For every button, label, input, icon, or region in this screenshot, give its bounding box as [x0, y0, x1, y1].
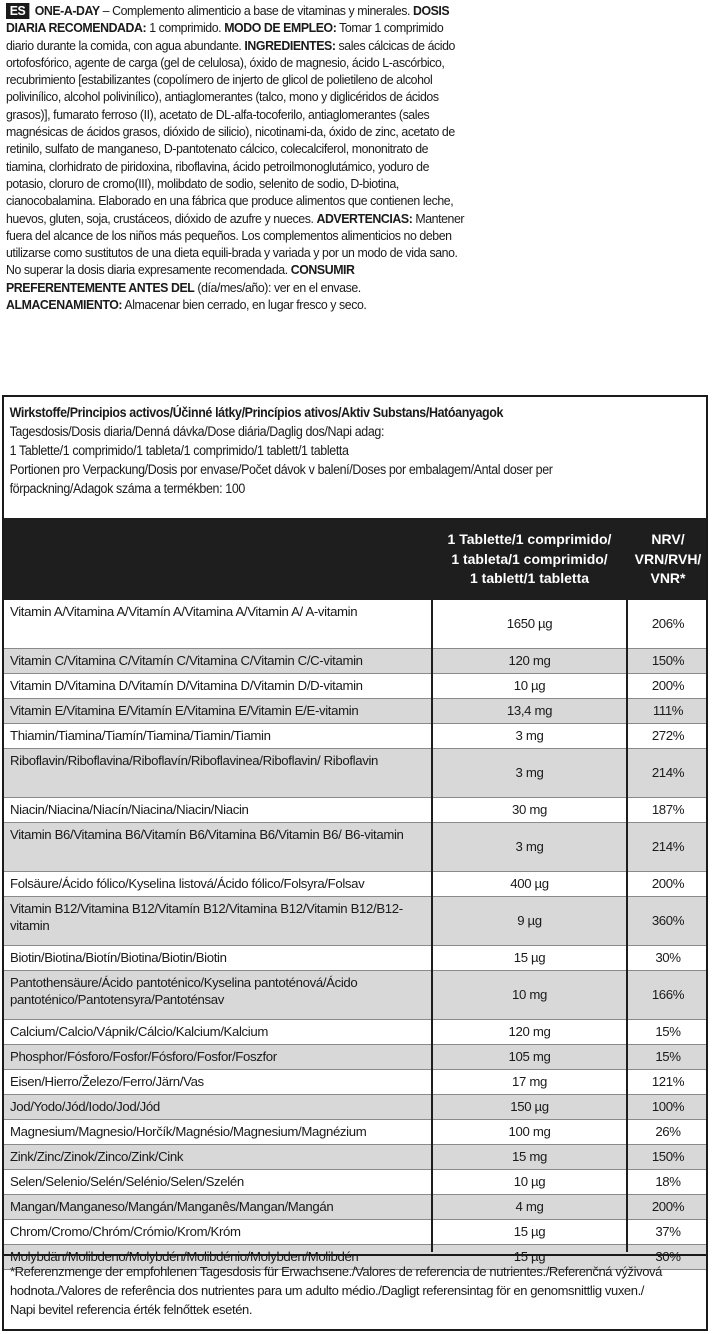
ingredients-label: INGREDIENTES: [244, 37, 336, 53]
nutrient-nrv: 100% [651, 1099, 685, 1114]
table-row [4, 1020, 706, 1045]
daily-dose-line: Tagesdosis/Dosis diaria/Denná dávka/Dose diária/Daglig dos/Napi adag: [9, 424, 385, 439]
nutrient-nrv: 200% [651, 678, 685, 693]
footnote-line: Napi bevitel referencia érték felnőttek esetén. [10, 1302, 253, 1317]
table-row [4, 798, 706, 823]
nutrient-name: Thiamin/Tiamina/Tiamín/Tiamina/Tiamin/Tiamin [10, 728, 271, 743]
amount-column-header [433, 530, 626, 589]
nutrient-nrv: 30% [655, 950, 681, 965]
nutrient-amount: 3 mg [515, 728, 544, 743]
panel-title: Wirkstoffe/Principios activos/Účinné látky/Princípios ativos/Aktiv Substans/Hatóanyagok [9, 405, 504, 420]
tablet-line: 1 Tablette/1 comprimido/1 tableta/1 comprimido/1 tablett/1 tabletta [9, 443, 349, 458]
nutrient-amount: 10 µg [513, 1174, 546, 1189]
nutrient-amount: 4 mg [515, 1199, 544, 1214]
table-row [4, 1145, 706, 1170]
nutrient-amount: 17 mg [512, 1074, 547, 1089]
nutrient-name: Niacin/Niacina/Niacín/Niacina/Niacin/Niacin [10, 802, 249, 817]
nrv-header-line: VNR* [650, 570, 686, 586]
nutrient-amount: 30 mg [512, 802, 547, 817]
nutrient-nrv: 15% [655, 1024, 681, 1039]
amount-header-line: 1 tablett/1 tabletta [469, 570, 590, 586]
nutrient-name: Eisen/Hierro/Železo/Ferro/Järn/Vas [10, 1074, 204, 1089]
spanish-label-text [6, 2, 466, 313]
table-row [4, 649, 706, 674]
nutrient-amount: 400 µg [510, 876, 549, 891]
best-before-label: CONSUMIR PREFERENTEMENTE ANTES DEL [6, 262, 355, 295]
table-row [4, 1070, 706, 1095]
footnote-line: hodnota./Valores de referência dos nutrientes para um adulto médio./Dagligt referensintag för en genomsnittlig vuxen./ [10, 1283, 645, 1298]
use-label: MODO DE EMPLEO: [224, 20, 337, 36]
column-divider [626, 518, 628, 1252]
warnings-text: Mantener fuera del alcance de los niños más pequeños. Los complementos alimenticios no deben utilizarse como sustitutos de una dieta equili-brada y variada y por un modo de vida sano. No superar la dosis diaria expresamente recomendada. [6, 210, 465, 278]
nutrient-nrv: 37% [655, 1224, 681, 1239]
nutrient-amount: 1650 µg [506, 616, 553, 631]
nutrient-name: Phosphor/Fósforo/Fosfor/Fósforo/Fosfor/Foszfor [10, 1049, 277, 1064]
nrv-header-line: VRN/RVH/ [634, 550, 702, 567]
amount-header-line: 1 tableta/1 comprimido/ [451, 550, 608, 567]
nutrient-amount: 15 µg [513, 1224, 546, 1239]
table-row [4, 823, 706, 872]
table-row [4, 1170, 706, 1195]
nutrient-name: Vitamin B12/Vitamina B12/Vitamín B12/Vitamina B12/Vitamin B12/B12-vitamin [10, 901, 403, 933]
table-row [4, 674, 706, 699]
nutrient-nrv: 214% [651, 765, 685, 780]
nutrient-table [4, 600, 706, 1270]
nutrient-nrv: 200% [651, 1199, 685, 1214]
table-row [4, 749, 706, 798]
nutrient-nrv: 206% [651, 616, 685, 631]
nutrient-nrv: 111% [652, 703, 684, 718]
nutrient-name: Selen/Selenio/Selén/Selénio/Selen/Szelén [10, 1174, 244, 1189]
nutrient-nrv: 214% [651, 839, 685, 854]
servings-line: Portionen pro Verpackung/Dosis por envase/Počet dávok v balení/Doses por embalagem/Antal doser per [9, 462, 553, 477]
table-header [4, 518, 706, 600]
nutrient-nrv: 15% [655, 1049, 681, 1064]
nutrient-nrv: 200% [651, 876, 685, 891]
table-row [4, 897, 706, 946]
nutrient-nrv: 150% [651, 1149, 685, 1164]
use-text: Tomar 1 comprimido diario durante la comida, con agua abundante. [6, 20, 444, 53]
servings-line-2: förpackning/Adagok száma a termékben: 100 [9, 481, 245, 496]
nutrient-nrv: 187% [651, 802, 685, 817]
nutrient-name: Vitamin B6/Vitamina B6/Vitamín B6/Vitamina B6/Vitamin B6/ B6-vitamin [10, 827, 404, 842]
dose-text: 1 comprimido. [146, 20, 225, 36]
nrv-column-header [630, 530, 706, 589]
product-name: ONE-A-DAY [34, 3, 100, 18]
table-row [4, 724, 706, 749]
nrv-header-line: NRV/ [651, 531, 685, 547]
nutrient-name: Zink/Zinc/Zinok/Zinco/Zink/Cink [10, 1149, 184, 1164]
table-row [4, 971, 706, 1020]
language-badge: ES [6, 3, 29, 19]
nutrient-nrv: 166% [651, 987, 685, 1002]
footnote-line: *Referenzmenge der empfohlenen Tagesdosis für Erwachsene./Valores de referencia de nutrientes./Referenčná výživová [10, 1264, 662, 1279]
nutrient-amount: 105 mg [508, 1049, 551, 1064]
nutrient-amount: 100 mg [508, 1124, 551, 1139]
nutrient-name: Molybdän/Molibdeno/Molybdén/Molibdénio/Molybden/Molibdén [10, 1249, 359, 1264]
dose-label: DOSIS DIARIA RECOMENDADA: [6, 3, 450, 36]
nutrient-name: Biotin/Biotina/Biotín/Biotina/Biotin/Biotin [10, 950, 227, 965]
nutrient-name: Vitamin E/Vitamina E/Vitamín E/Vitamina E/Vitamin E/E-vitamin [10, 703, 359, 718]
table-row [4, 946, 706, 971]
storage-label: ALMACENAMIENTO: [6, 297, 123, 313]
nutrient-name: Pantothensäure/Ácido pantoténico/Kyselina pantoténová/Ácido pantoténico/Pantotensyra/Pantoténsav [10, 975, 358, 1007]
nutrient-nrv: 360% [651, 913, 685, 928]
table-row [4, 699, 706, 724]
amount-header-line: 1 Tablette/1 comprimido/ [447, 531, 612, 547]
nutrient-name: Vitamin A/Vitamina A/Vitamín A/Vitamina A/Vitamin A/ A-vitamin [10, 604, 358, 619]
nutrient-amount: 10 µg [513, 678, 546, 693]
nutrient-name: Vitamin D/Vitamina D/Vitamín D/Vitamina D/Vitamin D/D-vitamin [10, 678, 363, 693]
nutrient-name: Folsäure/Ácido fólico/Kyselina listová/Ácido fólico/Folsyra/Folsav [10, 876, 365, 891]
nutrient-nrv: 121% [651, 1074, 685, 1089]
nutrient-nrv: 30% [655, 1249, 681, 1264]
nutrient-name: Chrom/Cromo/Chróm/Crómio/Krom/Króm [10, 1224, 241, 1239]
nutrient-name: Riboflavin/Riboflavina/Riboflavín/Riboflavinea/Riboflavin/ Riboflavin [10, 753, 379, 768]
nutrient-name: Calcium/Calcio/Vápnik/Cálcio/Kalcium/Kalcium [10, 1024, 268, 1039]
panel-info [4, 397, 698, 498]
table-row [4, 600, 706, 649]
warnings-label: ADVERTENCIAS: [316, 210, 413, 226]
nutrient-amount: 3 mg [515, 839, 544, 854]
nutrient-name: Jod/Yodo/Jód/Iodo/Jod/Jód [10, 1099, 160, 1114]
table-row [4, 872, 706, 897]
footnote [4, 1254, 706, 1329]
nutrition-panel [2, 395, 708, 1331]
storage-text: Almacenar bien cerrado, en lugar fresco y seco. [122, 297, 367, 313]
nutrient-amount: 9 µg [517, 913, 542, 928]
best-before-text: (día/mes/año): ver en el envase. [194, 279, 361, 295]
nutrient-amount: 150 µg [510, 1099, 549, 1114]
table-row [4, 1220, 706, 1245]
table-row [4, 1120, 706, 1145]
nutrient-amount: 3 mg [515, 765, 544, 780]
table-row [4, 1195, 706, 1220]
nutrient-name: Magnesium/Magnesio/Horčík/Magnésio/Magnesium/Magnézium [10, 1124, 367, 1139]
column-divider [431, 518, 433, 1252]
nutrient-name: Mangan/Manganeso/Mangán/Manganês/Mangan/Mangán [10, 1199, 334, 1214]
nutrient-amount: 15 mg [512, 1149, 547, 1164]
nutrient-nrv: 272% [651, 728, 685, 743]
nutrient-nrv: 18% [655, 1174, 681, 1189]
table-row [4, 1095, 706, 1120]
nutrient-name: Vitamin C/Vitamina C/Vitamín C/Vitamina C/Vitamin C/C-vitamin [10, 653, 363, 668]
nutrient-amount: 120 mg [508, 653, 551, 668]
nutrient-amount: 13,4 mg [506, 703, 553, 718]
table-row [4, 1045, 706, 1070]
ingredients-text: sales cálcicas de ácido ortofosfórico, agente de carga (gel de celulosa), óxido de magnesio, ácido L-ascórbico, recubrimiento [estabilizantes (copolímero de injerto de glicol de polietileno de alcohol polivinílico, alcohol polivinílico), antiaglomerantes (talco, mono y diglicéridos de ácidos grasos)], fumarato ferroso (II), acetato de DL-alfa-tocoferilo, antiaglomerantes (sales magnésicas de ácidos grasos, dióxido de silicio), nicotinami-da, óxido de zinc, acetato de retinilo, sulfato de manganeso, D-pantotenato cálcico, colecalciferol, mononitrato de tiamina, clorhidrato de piridoxina, riboflavina, ácido petroilmonoglutámico, yoduro de potasio, cloruro de cromo(III), molibdato de sodio, selenito de sodio, D-biotina, cianocobalamina. Elaborado en una fábrica que produce alimentos que contienen leche, huevos, gluten, soja, crustáceos, dióxido de azufre y nueces. [6, 37, 455, 226]
nutrient-nrv: 150% [651, 653, 685, 668]
nutrient-amount: 15 µg [513, 1249, 546, 1264]
nutrient-nrv: 26% [655, 1124, 681, 1139]
nutrient-amount: 15 µg [513, 950, 546, 965]
intro-text: – Complemento alimenticio a base de vitaminas y minerales. [99, 3, 413, 18]
nutrient-amount: 10 mg [512, 987, 547, 1002]
nutrient-amount: 120 mg [508, 1024, 551, 1039]
